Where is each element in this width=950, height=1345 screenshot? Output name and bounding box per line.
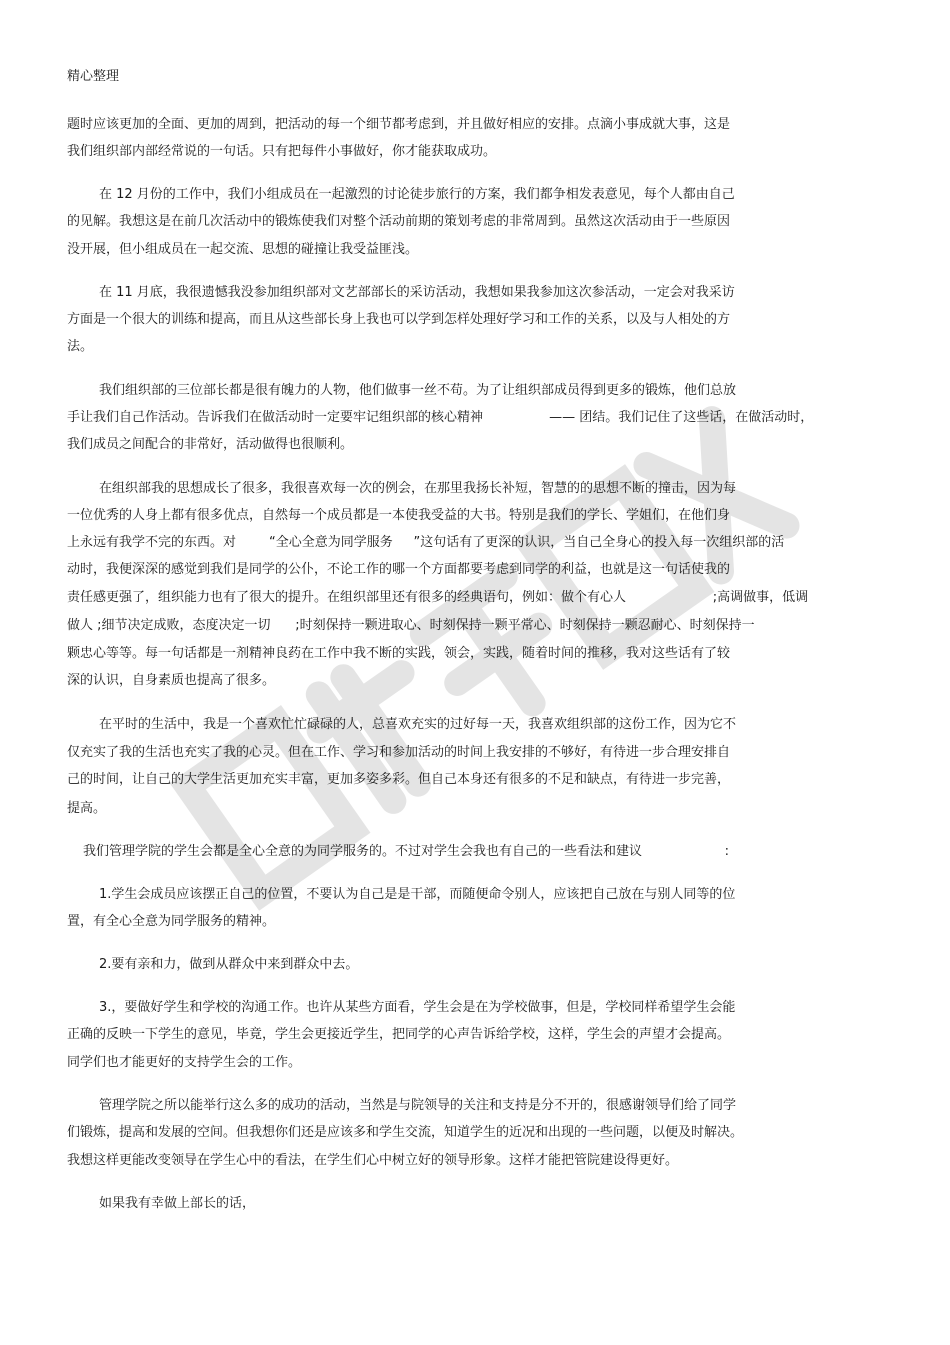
text-line: 题时应该更加的全面、更加的周到，把活动的每一个细节都考虑到，并且做好相应的安排。点滴小事成就大事，这是 <box>67 117 731 132</box>
text-line: 提高。 <box>67 801 107 816</box>
text-line: 没开展，但小组成员在一起交流、思想的碰撞让我受益匪浅。 <box>67 242 419 257</box>
text-line: 我们管理学院的学生会都是全心全意的为同学服务的。不过对学生会我也有自己的一些看法和建议 : <box>83 844 730 859</box>
text-line: 在组织部我的思想成长了很多，我很喜欢每一次的例会，在那里我扬长补短，智慧的的思想不断的撞击，因为每 <box>99 481 737 496</box>
text-line: 己的时间，让自己的大学生活更加充实丰富，更加多姿多彩。但自己本身还有很多的不足和缺点，有待进一步完善， <box>67 772 731 787</box>
text-line: 1.学生会成员应该摆正自己的位置，不要认为自己是是干部，而随便命令别人，应该把自己放在与别人同等的位 <box>99 887 736 902</box>
text-line: 深的认识，自身素质也提高了很多。 <box>67 673 276 688</box>
text-line: 责任感更强了，组织能力也有了很大的提升。在组织部里还有很多的经典语句，例如：做个有心人 ;高调做事，低调 <box>67 590 809 605</box>
text-line: 方面是一个很大的训练和提高，而且从这些部长身上我也可以学到怎样处理好学习和工作的关系，以及与人相处的方 <box>67 312 731 327</box>
page-header: 精心整理 <box>67 69 120 84</box>
text-line: 我们组织部的三位部长都是很有魄力的人物，他们做事一丝不苟。为了让组织部成员得到更多的锻炼，他们总放 <box>99 383 737 398</box>
text-line: 颗忠心等等。每一句话都是一剂精神良药在工作中我不断的实践，领会，实践，随着时间的推移，我对这些话有了较 <box>67 646 731 661</box>
text-line: 仅充实了我的生活也充实了我的心灵。但在工作、学习和参加活动的时间上我安排的不够好，有待进一步合理安排自 <box>67 745 731 760</box>
text-line: 做人 ;细节决定成败，态度决定一切 ;时刻保持一颗进取心、时刻保持一颗平常心、时刻保持一颗忍耐心、时刻保持一 <box>67 618 755 633</box>
text-line: 的见解。我想这是在前几次活动中的锻炼使我们对整个活动前期的策划考虑的非常周到。虽然这次活动由于一些原因 <box>67 214 731 229</box>
text-line: 管理学院之所以能举行这么多的成功的活动，当然是与院领导的关注和支持是分不开的，很感谢领导们给了同学 <box>99 1098 737 1113</box>
text-line: 动时，我便深深的感觉到我们是同学的公仆，不论工作的哪一个方面都要考虑到同学的利益，也就是这一句话使我的 <box>67 562 731 577</box>
text-line: 在平时的生活中，我是一个喜欢忙忙碌碌的人，总喜欢充实的过好每一天，我喜欢组织部的这份工作，因为它不 <box>99 717 737 732</box>
text-line: 正确的反映一下学生的意见，毕竟，学生会更接近学生，把同学的心声告诉给学校，这样，学生会的声望才会提高。 <box>67 1027 731 1042</box>
text-line: 我们组织部内部经常说的一句话。只有把每件小事做好，你才能获取成功。 <box>67 144 497 159</box>
text-line: 们锻炼，提高和发展的空间。但我想你们还是应该多和学生交流，知道学生的近况和出现的一些问题，以便及时解决。 <box>67 1125 744 1140</box>
text-line: 在 11 月底，我很遗憾我没参加组织部对文艺部部长的采访活动，我想如果我参加这次参活动，一定会对我采访 <box>99 285 735 300</box>
text-line: 我想这样更能改变领导在学生心中的看法，在学生们心中树立好的领导形象。这样才能把管院建设得更好。 <box>67 1153 679 1168</box>
text-line: 一位优秀的人身上都有很多优点，自然每一个成员都是一本使我受益的大书。特别是我们的学长、学姐们，在他们身 <box>67 508 731 523</box>
text-line: 上永远有我学不完的东西。对 “全心全意为同学服务 ”这句话有了更深的认识，当自己全身心的投入每一次组织部的活 <box>67 535 785 550</box>
text-line: 法。 <box>67 339 94 354</box>
text-line: 手让我们自己作活动。告诉我们在做活动时一定要牢记组织部的核心精神 —— 团结。我们记住了这些话，在做活动时， <box>67 410 814 425</box>
text-line: 2.要有亲和力，做到从群众中来到群众中去。 <box>99 957 359 972</box>
text-line: 同学们也才能更好的支持学生会的工作。 <box>67 1055 302 1070</box>
text-line: 3.，要做好学生和学校的沟通工作。也许从某些方面看，学生会是在为学校做事，但是，学校同样希望学生会能 <box>99 1000 736 1015</box>
text-line: 如果我有幸做上部长的话， <box>99 1196 256 1211</box>
text-line: 我们成员之间配合的非常好，活动做得也很顺利。 <box>67 437 354 452</box>
text-line: 在 12 月份的工作中，我们小组成员在一起激烈的讨论徒步旅行的方案，我们都争相发表意见，每个人都由自己 <box>99 187 735 202</box>
text-line: 置，有全心全意为同学服务的精神。 <box>67 914 276 929</box>
